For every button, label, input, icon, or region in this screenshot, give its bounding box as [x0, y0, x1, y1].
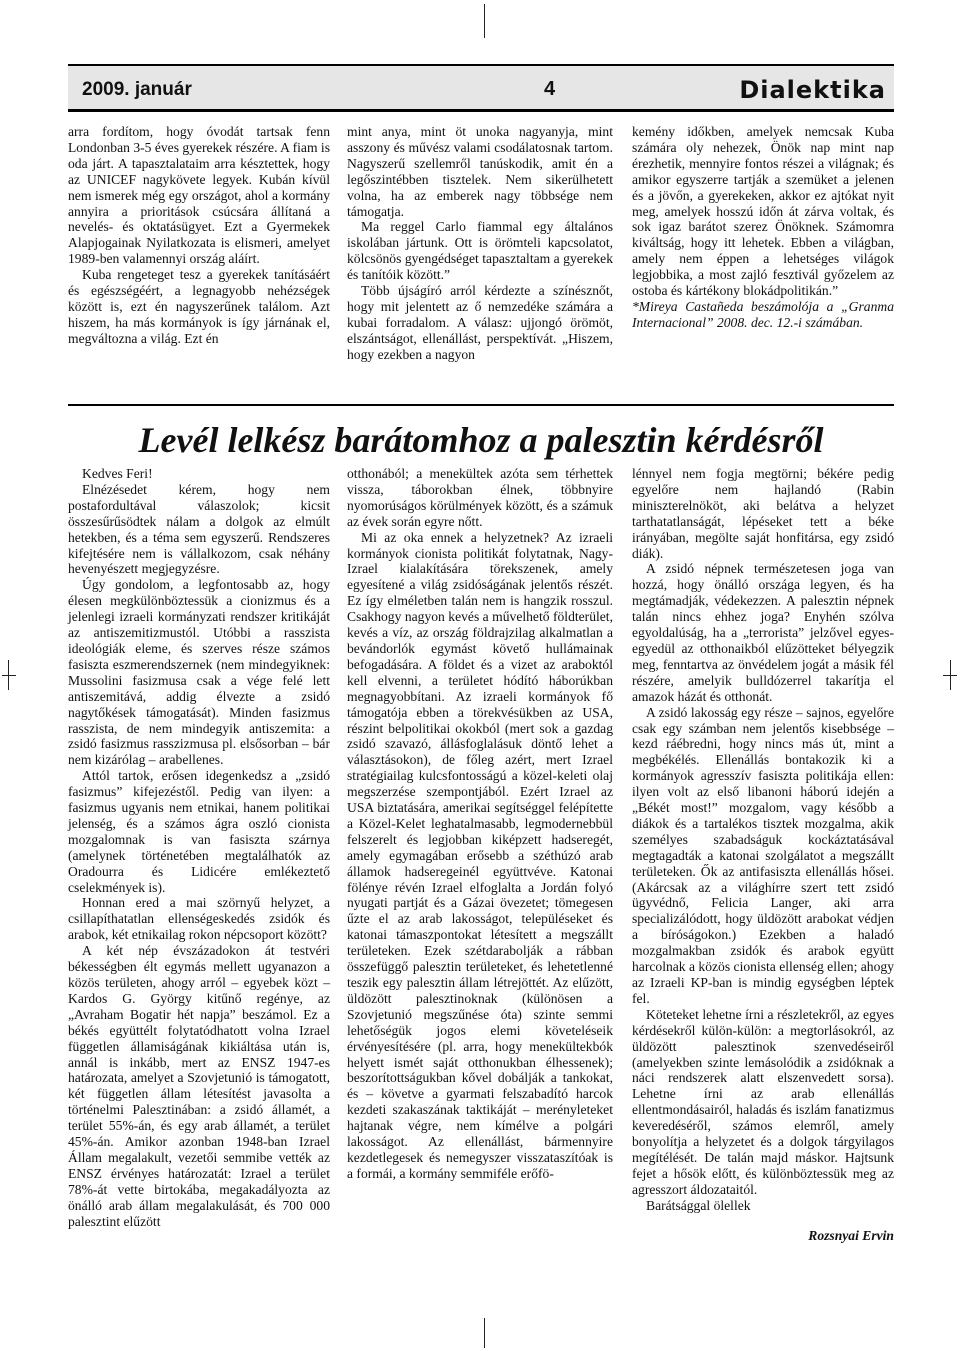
article-column-2: [347, 466, 613, 1182]
paragraph: lénnyel nem fogja megtörni; békére pedig egyelőre nem hajlandó (Rabin miniszterelnököt, aki belátva a helyzet tarthatatlanságát, lépéseket tett a béke irányában, megölte saját honfitársa, egy zsidó diák).: [632, 466, 894, 561]
paragraph: kemény időkben, amelyek nemcsak Kuba számára oly nehezek, Önök nap mint nap érezhetik, mennyire fontos részei a világnak; és amikor egyszerre tartják a szemüket a jelenen és a jövőn, a gyerekeken, akkor ez ajtókat nyit meg, amelyek hosszú időn át zárva voltak, és sok igaz barátot szerez Önöknek. Számomra kiváltság, hogy itt lehetek. Ebben a világban, amely nem éppen a lehetséges világok legjobbika, a most zajló fesztivál győzelem az ostoba és kártékony blokádpolitikán.”: [632, 124, 894, 299]
salutation: Kedves Feri!: [82, 466, 153, 481]
issue-date: 2009. január: [82, 79, 192, 100]
top-column-3: [632, 124, 894, 331]
paragraph: A zsidó lakosság egy része – sajnos, egyelőre csak egy számban nem jelentős kisebbsége – kezd ráébredni, hogy nincs más út, mint a megbékélés. Ellenállás bontakozik ki a kormányok agresszív fasiszta politikája ellen: ilyen volt az első libanoni háború idején a „Békét most!” mozgalom, vagy később a diákok és a tartalékos tisztek mozgalma, akik személyes szabadságuk kockáztatásával megtagadták a katonai szolgálatot a megszállt területeken. Ők az antifasiszta ellenállás hősei. (Akárcsak az a világhírre szert tett zsidó ügyvédnő, Felicia Langer, aki arra specializálódott, hogy üldözött arabokat védjen a bíróságokon.) Ezekben a haladó mozgalmakban zsidók és arabok együtt harcolnak a közös cionista ellenség ellen; ahogy az Izraeli KP-ban is mindig egységben léptek fel.: [632, 704, 894, 1006]
crop-mark-right-h: [943, 675, 957, 676]
paragraph: Mi az oka ennek a helyzetnek? Az izraeli kormányok cionista politikát folytatnak, Nagy-Izrael kialakítására törekszenek, amely egyesítené a világ zsidóságának jelentős részét. Ez így elméletben talán nem is hangzik rosszul. Csakhogy nagyon kevés a művelhető földterület, kevés a víz, az ország földrajzilag alkalmatlan a bevándorlók egymást követő hullámainak befogadására. A földet és a vizet az araboktól kell elvenni, a területet hódító háborúkban megnagyobbítani. Az izraeli kormányok fő támogatója ebben a törekvésükben az USA, részint belpolitikai okokból (mert sok a gazdag zsidó szavazó, állásfoglalásuk döntő lehet a választásokon), de főleg azért, mert Izrael stratégiailag kulcsfontosságú a közel-keleti olaj megszerzése szempontjából. Ezért Izrael az USA biztatására, amerikai segítséggel felépítette a Közel-Kelet leghatalmasabb, legmodernebbül felszerelt és legjobban kiképzett hadseregét, amely egymagában erősebb a széthúzó arab államok hadseregeinél együttvéve. Katonai fölénye révén Izrael elfoglalta a Jordán folyó nyugati partját és a Gázai övezetet; tömegesen űzte el az arab lakosságot, településeket és katonai támaszpontokat létesített a megszállt területeken. Ezek szétdarabolják a rábban összefüggő palesztin területeket, és lehetetlenné teszik egy palesztin állam létrejöttét. Az elűzött, üldözött palesztinoknak (különösen a Szovjetunió megszűnése óta) szinte semmi lehetőségük jogos elemi követeléseik érvényesítésére (pl. arra, hogy menekültekbók helyett ismét saját otthonukban élhessenek); beszorítottságukban kővel dobálják a tankokat, és – követve a gyarmati felszabadító harcok kezdeti szakaszának taktikáját – merényleteket hajtanak végre, nem kímélve a polgári lakosságot. Az ellenállást, bármennyire kezdetlegesek és nemegyszer visszataszítóak is a formái, a kormány semmiféle erőfö-: [347, 529, 613, 1181]
top-column-2: [347, 124, 613, 363]
page-header: [68, 64, 894, 112]
paragraph: Elnézésedet kérem, hogy nem postafordultával válaszolok; kicsit összesűrűsödtek nálam a dolgok az elmúlt hetekben, és a téma sem egyszerű. Rendszeres kifejtésére nem is vállalkozom, csak néhány hevenyészett megjegyzésre.: [68, 481, 330, 577]
article-column-3: [632, 466, 894, 1244]
paragraph: mint anya, mint öt unoka nagyanyja, mint asszony és művész valami csodálatosnak tartom. Nagyszerű szellemről tanúskodik, amit én a legőszintébben tisztelek. Nem sikerülhetett volna, ha az emberek nagy többsége nem támogatja.: [347, 124, 613, 219]
paragraph: A zsidó népnek természetesen joga van hozzá, hogy önálló országa legyen, és ha megtámadják, védekezzen. A palesztin népnek talán nincs ehhez joga? Enyhén szólva egyoldalúság, ha a „terrorista” jelzővel egyes-egyedül az otthonaikból elűzötteket bélyegzik meg, fenntartva az önvédelem jogát a másik fél részére, amelyik bulldózerrel takarítja el amazok házát és otthonát.: [632, 561, 894, 704]
crop-mark-left-h: [2, 675, 16, 676]
paragraph: Honnan ered a mai szörnyű helyzet, a csillapíthatatlan ellenségeskedés zsidók és arabok, két etnikailag rokon népcsoport között?: [68, 895, 330, 943]
crop-mark-top: [484, 4, 485, 38]
paragraph: Kuba rengeteget tesz a gyerekek tanításáért és egészségéért, a legnagyobb nehézségek között is, ezt én nagyszerűnek találom. Azt hiszem, ha más kormányok is így járnának el, megváltozna a világ. Ezt én: [68, 267, 330, 346]
paragraph: A két nép évszázadokon át testvéri békességben élt egymás mellett ugyanazon a közös területen, ahogy arról – egyebek közt – Kardos G. György kitűnő regénye, az „Avraham Bogatir hét napja” beszámol. Ez a békés együttélt folytatódhatott volna Izrael független államiságának kikiáltása után is, annál is inkább, mert az ENSZ 1947-es határozata, amelyet a Szovjetunió is támogatott, két független állam létesítést javasolta a történelmi Palesztinában: a zsidó államét, a terület 55%-án, és egy arab államét, a terület 45%-án. Amikor azonban 1948-ban Izrael Állam megalakult, vezetői semmibe vették az ENSZ érvényes határozatát: Izrael a terület 78%-át vette birtokába, megakadályozta az önálló arab állam megalakulását, és 700 000 palesztint elűzött: [68, 943, 330, 1229]
page-number: 4: [544, 78, 556, 100]
paragraph: Attól tartok, erősen idegenkedsz a „zsidó fasizmus” kifejezéstől. Pedig van ilyen: a fasizmus ugyanis nem etnikai, hanem politikai jelenség, és a számos ágra oszló cionista mozgalomnak is van fasiszta szárnya (amelynek történetében megtalálhatók az Oradourra és Lidicére emlékeztető cselekmények is).: [68, 768, 330, 895]
closing: Barátsággal ölellek: [646, 1197, 751, 1213]
source-credit: *Mireya Castañeda beszámolója a „Granma Internacional” 2008. dec. 12.-i számában.: [632, 298, 894, 330]
signature: Rozsnyai Ervin: [808, 1227, 894, 1243]
crop-mark-bottom: [484, 1318, 485, 1348]
paragraph: Úgy gondolom, a legfontosabb az, hogy élesen megkülönböztessük a cionizmus és a jelenlegi izraeli kormányzati rendszer kritikáját az antiszemitizmustól. Utóbbi a rasszista ideológiák eleme, és szerves része számos fasiszta eszmerendszernek (nem mindegyiknek: Mussolini fasizmusa csak a vége felé lett antiszemitává, addig élvezte a zsidó nagytőkések támogatását). Minden fasizmus rasszista, de nem mindegyik antiszemita: a zsidó fasizmus rasszizmusa pl. elsősorban – bár nem kizárólag – arabellenes.: [68, 577, 330, 768]
top-column-1: [68, 124, 330, 347]
article-column-1: [68, 466, 330, 1230]
paragraph: otthonából; a menekültek azóta sem térhettek vissza, táborokban élnek, többnyire nyomorúságos körülmények között, és a számuk az évek során egyre nőtt.: [347, 466, 613, 529]
paragraph: Több újságíró arról kérdezte a színésznőt, hogy mit jelentett az ő nemzedéke számára a kubai forradalom. A válasz: ujjongó örömöt, elszántságot, ellenállást, perspektívát. „Hiszem, hogy ezekben a nagyon: [347, 283, 613, 362]
paragraph: Köteteket lehetne írni a részletekről, az egyes kérdésekről külön-külön: a megtorlásokról, az üldözött palesztinok szenvedéseiről (amelyekben szinte lemásolódik a zsidóknak a náci rendszerek alatt elszenvedett sorsa). Lehetne írni az arab ellenállás ellentmondásairól, haladás és iszlám fanatizmus keveredéséről, számos elemről, amely bonyolítja a helyzetet és a dolgok tárgyilagos megítélését. De talán majd máskor. Hajtsunk fejet a hősök előtt, és különböztessük meg az agresszort áldozataitól.: [632, 1006, 894, 1197]
article-title: Levél lelkész barátomhoz a palesztin kérdésről: [138, 420, 824, 460]
masthead: Dialektika: [739, 76, 886, 104]
paragraph: Ma reggel Carlo fiammal egy általános iskolában jártunk. Ott is örömteli kapcsolatot, kölcsönös gyengédséget tapasztaltam a gyerekek és tanítóik között.”: [347, 219, 613, 283]
section-divider: [68, 404, 894, 406]
paragraph: arra fordítom, hogy óvodát tartsak fenn Londonban 3-5 éves gyerekek részére. A fiam is oda járt. A tapasztalataim arra késztettek, hogy az UNICEF nagykövete legyek. Kubán kívül nem ismerek még egy országot, ahol a kormány annyira a prioritások csúcsára állítaná a nevelés- és oktatásügyet. Ezt a Gyermekek Alapjogainak Nyilatkozata is elismeri, amelyet 1989-ben valamennyi ország aláírt.: [68, 124, 330, 267]
